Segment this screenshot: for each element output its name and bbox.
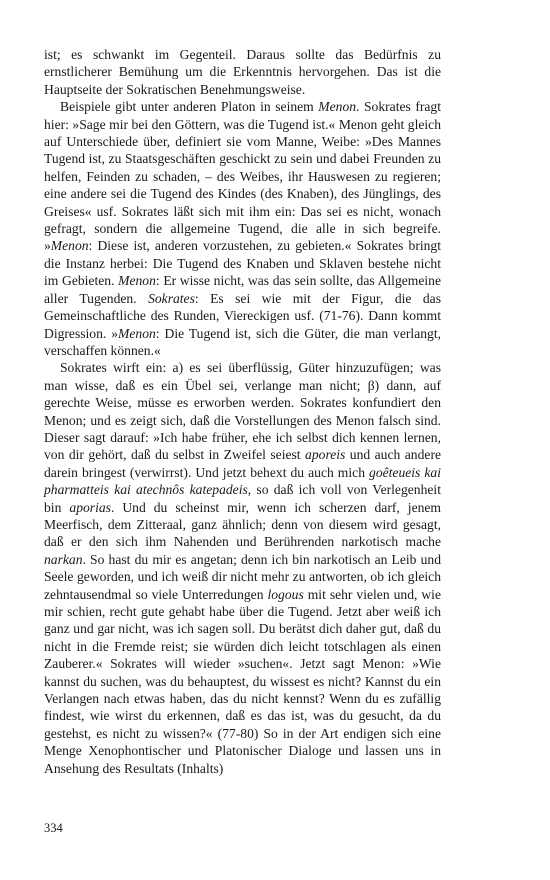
- text-run: Sokrates wirft ein: a) es sei überflüssig, Güter hinzuzufügen; was man wisse, daß es ein Übel sei, verlange man nicht; β) dann, auf gerechte Weise, müsse es erworben werden. Sokrates konfundiert den Menon; und es zeigt sich, daß die Vorstellungen des Menon falsch sind. Dieser sagt darauf: »Ich habe früher, ehe ich selbst dich kennen lernen, von dir gehört, daß du selbst in Zweifel seiest: [44, 360, 441, 463]
- paragraph-1: [44, 46, 441, 98]
- text-run: mit sehr vielen und, wie mir schien, recht gute gehabt habe über die Tugend. Jetzt aber weiß ich ganz und gar nicht, was ich sagen soll. Du berätst dich daher gut, daß du nicht in die Fremde reist; sie würden dich leicht totschlagen als einen Zauberer.« Sokrates will wieder »suchen«. Jetzt sagt Menon: »Wie kannst du suchen, was du behauptest, du wissest es nicht? Kannst du ein Verlangen nach etwas haben, das du nicht kennst? Wenn du es zufällig findest, wie wirst du erkennen, daß es das ist, was du gesucht, da du gestehst, es nicht zu wissen?« (77-80) So in der Art endigen sich eine Menge Xenophontischer und Platonischer Dialoge und lassen uns in Ansehung des Resultats (Inhalts): [44, 586, 441, 776]
- italic-text-run: goêteueis kai pharmatteis kai atechnôs katepadeis: [44, 464, 441, 498]
- italic-text-run: Menon: [118, 325, 156, 341]
- italic-text-run: aporeis: [305, 447, 346, 463]
- italic-text-run: aporias: [69, 499, 111, 515]
- text-run: : Diese ist, anderen vorzustehen, zu gebieten.« Sokrates bringt die Instanz herbei: Die Tugend des Knaben und Sklaven bestehe nicht im Gebieten.: [44, 238, 441, 289]
- text-run: , so daß ich voll von Verlegenheit bin: [44, 482, 441, 515]
- text-run: : Er wisse nicht, was das sein sollte, das Allgemeine aller Tugenden.: [44, 273, 441, 306]
- text-run: : Die Tugend ist, sich die Güter, die man verlangt, verschaffen können.«: [44, 325, 441, 358]
- italic-text-run: Menon: [318, 99, 357, 115]
- italic-text-run: logous: [267, 586, 304, 602]
- text-run: . Und du scheinst mir, wenn ich scherzen darf, jenem Meerfisch, dem Zitteraal, ganz ähnlich; denn von diesem wird gesagt, daß er den sich ihm Nahenden und Berührenden narkotisch mache: [44, 499, 442, 550]
- text-run: . So hast du mir es angetan; denn ich bin narkotisch an Leib und Seele geworden, und ich weiß dir nicht mehr zu antworten, ob ich gleich zehntausendmal so viele Unterredungen: [44, 551, 441, 602]
- italic-text-run: Menon: [50, 238, 89, 254]
- page-number: 334: [44, 821, 63, 835]
- italic-text-run: Menon: [118, 273, 156, 289]
- italic-text-run: Sokrates: [148, 290, 195, 306]
- paragraph-2: [44, 98, 441, 359]
- paragraph-3: [44, 359, 441, 777]
- text-run: und auch andere darein bringest (verwirrst). Und jetzt behext du auch mich: [44, 447, 441, 480]
- text-run: : Es sei wie mit der Figur, die das Gemeinschaftliche des Runden, Viereckigen usf. (71-76). Dann kommt Digression. »: [44, 290, 442, 341]
- text-run: ist; es schwankt im Gegenteil. Daraus sollte das Bedürfnis zu ernstlicherer Bemühung um die Erkenntnis hervorgehen. Das ist die Hauptseite der Sokratischen Benehmungsweise.: [44, 47, 441, 97]
- text-run: Beispiele gibt unter anderen Platon in seinem: [60, 99, 319, 115]
- text-run: . Sokrates fragt hier: »Sage mir bei den Göttern, was die Tugend ist.« Menon geht gleich auf Unterschiede über, definiert sie vom Manne, Weibe: »Des Mannes Tugend ist, zu Staatsgeschäften geschickt zu sein und dabei Freunden zu helfen, Feinden zu schaden, – des Weibes, ihr Hauswesen zu regieren; eine andere sei die Tugend des Kindes (des Knaben), des Jünglings, des Greises« usf. Sokrates läßt sich mit ihm ein: Das sei es nicht, wonach gefragt, sondern die allgemeine Tugend, die alle in sich begreife. »: [44, 99, 442, 254]
- italic-text-run: narkan: [44, 551, 83, 567]
- page-body: [44, 46, 441, 777]
